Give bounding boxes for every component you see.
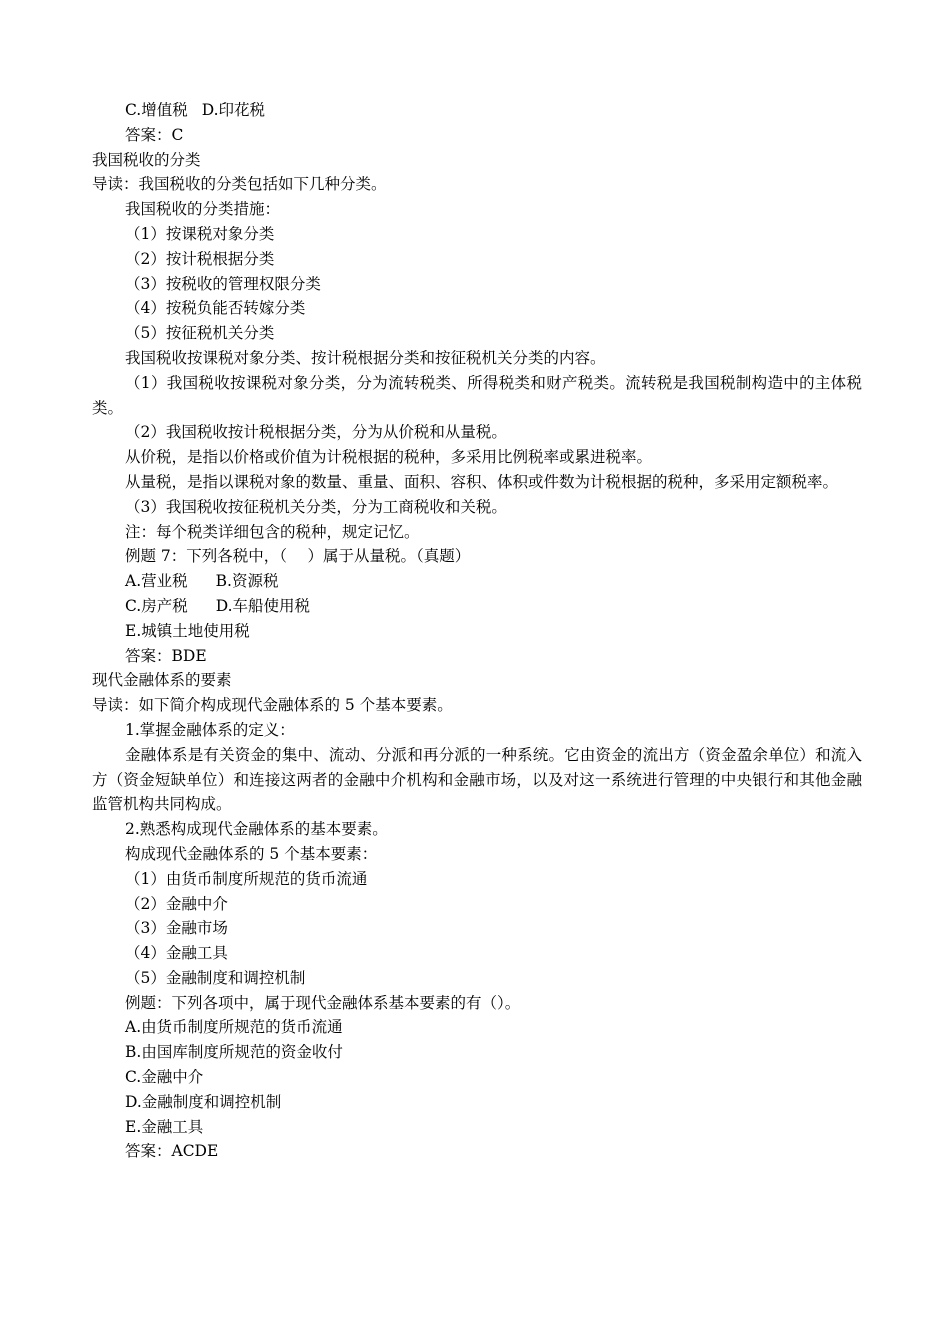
list-item: （3）按税收的管理权限分类 xyxy=(125,274,321,293)
paragraph: 构成现代金融体系的 5 个基本要素： xyxy=(125,844,378,863)
option-c: C.金融中介 xyxy=(125,1068,204,1087)
list-item: （4）金融工具 xyxy=(125,944,228,963)
paragraph: 我国税收按课税对象分类、按计税根据分类和按征税机关分类的内容。 xyxy=(125,348,606,367)
list-item: （2）金融中介 xyxy=(125,894,228,913)
paragraph: 1.掌握金融体系的定义： xyxy=(125,720,295,739)
option-e: E.城镇土地使用税 xyxy=(125,621,250,640)
option-line xyxy=(92,98,862,123)
option-d: D.金融制度和调控机制 xyxy=(125,1092,282,1111)
option-c: C.增值税 xyxy=(125,101,188,119)
list-item: （2）按计税根据分类 xyxy=(125,249,275,268)
list-item: （5）按征税机关分类 xyxy=(125,324,275,343)
list-item: （4）按税负能否转嫁分类 xyxy=(125,299,306,318)
document-body xyxy=(92,98,862,1164)
paragraph: 金融体系是有关资金的集中、流动、分派和再分派的一种系统。它由资金的流出方（资金盈余单位）和流入方（资金短缺单位）和连接这两者的金融中介机构和金融市场，以及对这一系统进行管理的中央银行和其他金融监管机构共同构成。 xyxy=(92,745,862,814)
note-line: 注：每个税类详细包含的税种，规定记忆。 xyxy=(125,522,420,541)
option-d: D.印花税 xyxy=(201,101,266,119)
option-e: E.金融工具 xyxy=(125,1117,204,1136)
intro-line: 导读：我国税收的分类包括如下几种分类。 xyxy=(92,175,387,194)
paragraph: 从价税，是指以价格或价值为计税根据的税种，多采用比例税率或累进税率。 xyxy=(125,448,653,467)
section-heading-tax-classification: 我国税收的分类 xyxy=(92,150,201,169)
option-line xyxy=(92,569,862,594)
paragraph: （3）我国税收按征税机关分类，分为工商税收和关税。 xyxy=(125,497,507,516)
answer-line: 答案：BDE xyxy=(125,646,207,665)
option-b: B.由国库制度所规范的资金收付 xyxy=(125,1043,343,1062)
paragraph: （2）我国税收按计税根据分类，分为从价税和从量税。 xyxy=(125,423,507,442)
list-item: （1）按课税对象分类 xyxy=(125,224,275,243)
list-item: （1）由货币制度所规范的货币流通 xyxy=(125,869,368,888)
intro-line: 导读：如下简介构成现代金融体系的 5 个基本要素。 xyxy=(92,696,453,715)
option-a: A.由货币制度所规范的货币流通 xyxy=(125,1018,343,1037)
question-line: 例题 7：下列各税中，（ ）属于从量税。（真题） xyxy=(125,547,471,566)
paragraph: 我国税收的分类措施： xyxy=(125,200,281,219)
question-line: 例题：下列各项中，属于现代金融体系基本要素的有（）。 xyxy=(125,993,521,1012)
paragraph: 从量税，是指以课税对象的数量、重量、面积、容积、体积或件数为计税根据的税种，多采用定额税率。 xyxy=(125,472,839,491)
paragraph: 2.熟悉构成现代金融体系的基本要素。 xyxy=(125,820,388,839)
section-heading-financial-system: 现代金融体系的要素 xyxy=(92,671,232,690)
list-item: （3）金融市场 xyxy=(125,919,228,938)
answer-line: 答案：ACDE xyxy=(125,1142,219,1161)
paragraph: （1）我国税收按课税对象分类，分为流转税类、所得税类和财产税类。流转税是我国税制构造中的主体税类。 xyxy=(92,373,862,417)
option-c: C.房产税 xyxy=(125,596,188,615)
option-b: B.资源税 xyxy=(215,572,279,591)
answer-line: 答案：C xyxy=(125,125,184,144)
option-a: A.营业税 xyxy=(125,572,188,591)
option-line xyxy=(92,594,862,619)
list-item: （5）金融制度和调控机制 xyxy=(125,968,306,987)
option-d: D.车船使用税 xyxy=(215,596,311,615)
